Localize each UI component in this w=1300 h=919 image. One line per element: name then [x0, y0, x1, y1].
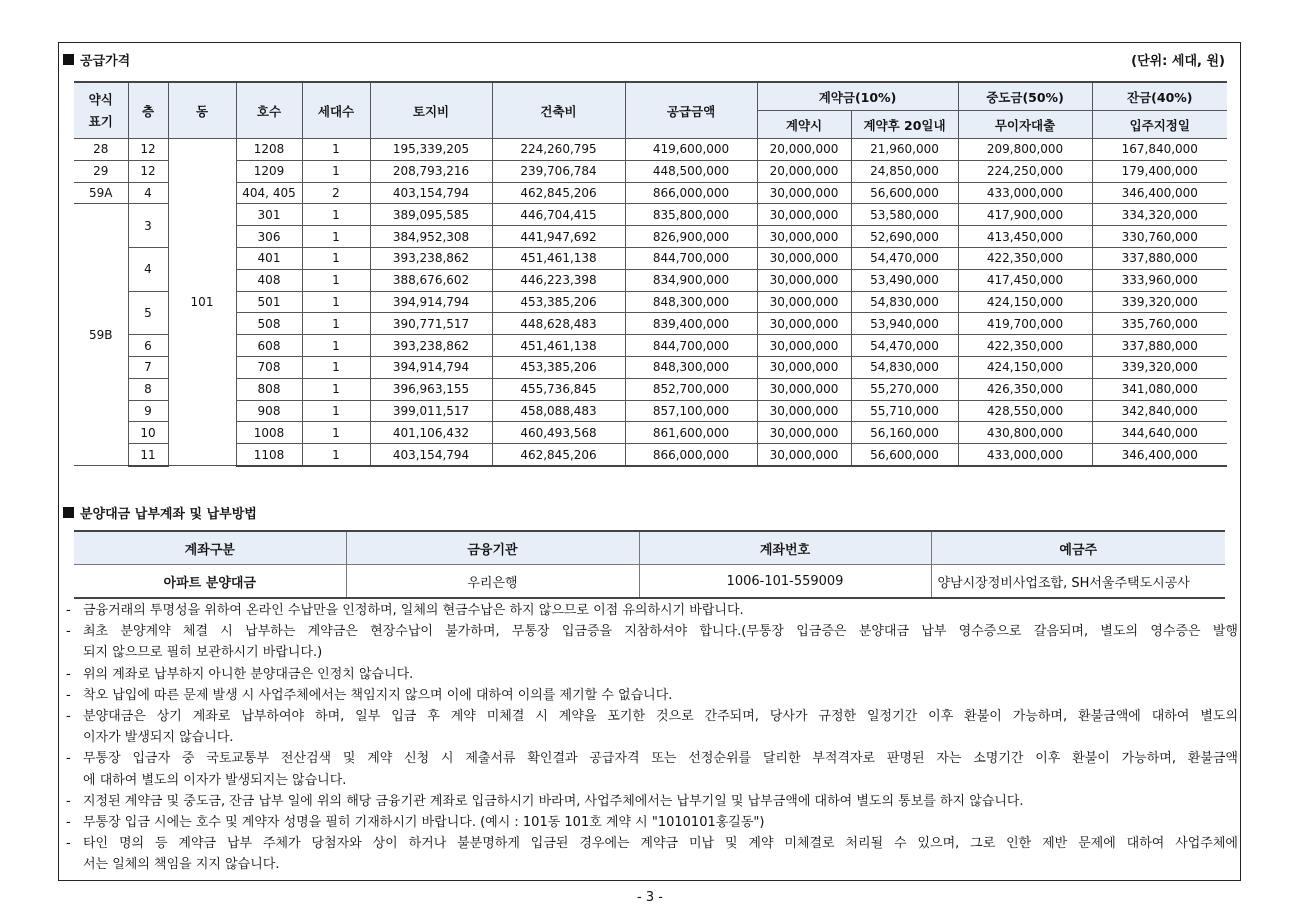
- contract-deposit-cell: 30,000,000: [757, 247, 851, 269]
- households-cell: 1: [302, 204, 370, 226]
- households-cell: 1: [302, 422, 370, 444]
- account-number: 1006-101-559009: [639, 565, 931, 599]
- type-cell: 29: [74, 160, 128, 182]
- square-bullet-icon: [63, 507, 74, 518]
- middle-payment-cell: 424,150,000: [958, 291, 1092, 313]
- header-building: 건축비: [492, 82, 625, 139]
- note-item: [66, 685, 1238, 706]
- middle-payment-cell: 419,700,000: [958, 313, 1092, 335]
- table-row: [74, 139, 1227, 161]
- contract-after-20days-cell: 54,830,000: [851, 291, 958, 313]
- unit-cell: 608: [236, 335, 302, 357]
- land-cost-cell: 403,154,794: [370, 444, 492, 466]
- header-type: 약식 표기: [74, 82, 128, 139]
- floor-cell: 3: [128, 204, 168, 248]
- supply-amount-cell: 848,300,000: [625, 291, 757, 313]
- building-cost-cell: 448,628,483: [492, 313, 625, 335]
- building-cost-cell: 239,706,784: [492, 160, 625, 182]
- header-total: 공급금액: [625, 82, 757, 139]
- middle-payment-cell: 209,800,000: [958, 139, 1092, 161]
- type-cell: 59A: [74, 182, 128, 204]
- middle-payment-cell: 422,350,000: [958, 247, 1092, 269]
- payment-notes-list: [66, 600, 1238, 876]
- header-balance-sub: 입주지정일: [1092, 111, 1227, 139]
- land-cost-cell: 390,771,517: [370, 313, 492, 335]
- note-item: [66, 621, 1238, 663]
- note-line: 분양대금은 상기 계좌로 납부하여야 하며, 일부 입금 후 계약 미체결 시 계약을 포기한 것으로 간주되며, 당사가 규정한 일정기간 이후 환불이 가능하며, 환불금액에 대하여 별도의: [83, 709, 1238, 725]
- households-cell: 1: [302, 356, 370, 378]
- middle-payment-cell: 426,350,000: [958, 378, 1092, 400]
- supply-amount-cell: 866,000,000: [625, 182, 757, 204]
- table-row: [74, 356, 1227, 378]
- building-cost-cell: 224,260,795: [492, 139, 625, 161]
- note-line: 최초 분양계약 체결 시 납부하는 계약금은 현장수납이 불가하며, 무통장 입금증을 지참하셔야 합니다.(무통장 입금증은 분양대금 납부 영수증으로 갈음되며, 별도의 영수증은 발행: [83, 624, 1238, 640]
- land-cost-cell: 195,339,205: [370, 139, 492, 161]
- square-bullet-icon: [63, 54, 74, 65]
- header-account-holder: 예금주: [931, 531, 1225, 565]
- dash-bullet: -: [66, 624, 71, 640]
- supply-amount-cell: 839,400,000: [625, 313, 757, 335]
- note-item: [66, 748, 1238, 790]
- unit-cell: 808: [236, 378, 302, 400]
- note-line: 위의 계좌로 납부하지 아니한 분양대금은 인정치 않습니다.: [83, 666, 414, 682]
- note-item: [66, 664, 1238, 685]
- note-item: [66, 812, 1238, 833]
- building-cost-cell: 458,088,483: [492, 400, 625, 422]
- contract-after-20days-cell: 53,490,000: [851, 269, 958, 291]
- note-line: 되지 않으므로 필히 보관하시기 바랍니다.): [83, 645, 323, 661]
- unit-cell: 1209: [236, 160, 302, 182]
- contract-deposit-cell: 30,000,000: [757, 269, 851, 291]
- land-cost-cell: 401,106,432: [370, 422, 492, 444]
- balance-cell: 167,840,000: [1092, 139, 1227, 161]
- unit-cell: 401: [236, 247, 302, 269]
- middle-payment-cell: 433,000,000: [958, 182, 1092, 204]
- header-contract-group: 계약금(10%): [757, 82, 958, 111]
- unit-cell: 404, 405: [236, 182, 302, 204]
- balance-cell: 344,640,000: [1092, 422, 1227, 444]
- contract-deposit-cell: 20,000,000: [757, 139, 851, 161]
- header-balance-group: 잔금(40%): [1092, 82, 1227, 111]
- section-title-text: 공급가격: [80, 54, 131, 69]
- contract-after-20days-cell: 52,690,000: [851, 226, 958, 248]
- contract-deposit-cell: 30,000,000: [757, 204, 851, 226]
- table-row: [74, 204, 1227, 226]
- account-holder: 양남시장정비사업조합, SH서울주택도시공사: [931, 565, 1225, 599]
- households-cell: 1: [302, 313, 370, 335]
- note-line: 무통장 입금자 중 국토교통부 전산검색 및 계약 신청 시 제출서류 확인결과 공급자격 또는 선정순위를 달리한 부적격자로 판명된 자는 소명기간 이후 환불이 가능하며, 환불금액: [83, 751, 1238, 767]
- households-cell: 1: [302, 226, 370, 248]
- balance-cell: 337,880,000: [1092, 247, 1227, 269]
- header-contract-after: 계약후 20일내: [851, 111, 958, 139]
- supply-amount-cell: 835,800,000: [625, 204, 757, 226]
- contract-after-20days-cell: 55,710,000: [851, 400, 958, 422]
- balance-cell: 341,080,000: [1092, 378, 1227, 400]
- unit-cell: 1008: [236, 422, 302, 444]
- households-cell: 1: [302, 269, 370, 291]
- contract-after-20days-cell: 53,940,000: [851, 313, 958, 335]
- table-row: [74, 378, 1227, 400]
- balance-cell: 346,400,000: [1092, 182, 1227, 204]
- land-cost-cell: 396,963,155: [370, 378, 492, 400]
- building-cost-cell: 462,845,206: [492, 182, 625, 204]
- supply-amount-cell: 844,700,000: [625, 247, 757, 269]
- contract-deposit-cell: 30,000,000: [757, 378, 851, 400]
- building-cost-cell: 451,461,138: [492, 335, 625, 357]
- balance-cell: 339,320,000: [1092, 356, 1227, 378]
- floor-cell: 8: [128, 378, 168, 400]
- note-line: 서는 일체의 책임을 지지 않습니다.: [83, 857, 280, 873]
- header-unit: 호수: [236, 82, 302, 139]
- balance-cell: 334,320,000: [1092, 204, 1227, 226]
- balance-cell: 339,320,000: [1092, 291, 1227, 313]
- supply-amount-cell: 844,700,000: [625, 335, 757, 357]
- page-number: - 3 -: [637, 890, 663, 905]
- supply-price-table: [74, 81, 1227, 467]
- supply-amount-cell: 857,100,000: [625, 400, 757, 422]
- land-cost-cell: 394,914,794: [370, 291, 492, 313]
- households-cell: 1: [302, 378, 370, 400]
- table-row: [74, 247, 1227, 269]
- note-line: 지정된 계약금 및 중도금, 잔금 납부 일에 위의 해당 금융기관 계좌로 입금하시기 바라며, 사업주체에서는 납부기일 및 납부금액에 대하여 별도의 통보를 하지 않습니다.: [83, 793, 1024, 809]
- floor-cell: 6: [128, 335, 168, 357]
- building-cost-cell: 460,493,568: [492, 422, 625, 444]
- contract-after-20days-cell: 54,470,000: [851, 247, 958, 269]
- table-row: [74, 444, 1227, 466]
- header-floor: 층: [128, 82, 168, 139]
- supply-amount-cell: 861,600,000: [625, 422, 757, 444]
- unit-cell: 508: [236, 313, 302, 335]
- unit-cell: 708: [236, 356, 302, 378]
- balance-cell: 330,760,000: [1092, 226, 1227, 248]
- account-category: 아파트 분양대금: [74, 565, 346, 599]
- building-cost-cell: 446,704,415: [492, 204, 625, 226]
- dash-bullet: -: [66, 687, 71, 703]
- unit-cell: 1108: [236, 444, 302, 466]
- land-cost-cell: 403,154,794: [370, 182, 492, 204]
- building-cost-cell: 462,845,206: [492, 444, 625, 466]
- floor-cell: 4: [128, 247, 168, 291]
- dash-bullet: -: [66, 815, 71, 831]
- middle-payment-cell: 424,150,000: [958, 356, 1092, 378]
- floor-cell: 9: [128, 400, 168, 422]
- note-line: 타인 명의 등 계약금 납부 주체가 당첨자와 상이 하거나 불분명하게 입금된 경우에는 계약금 미납 및 계약 미체결로 처리될 수 있으며, 그로 인한 제반 문제에 대하여 사업주체에: [83, 836, 1238, 852]
- middle-payment-cell: 428,550,000: [958, 400, 1092, 422]
- households-cell: 1: [302, 444, 370, 466]
- contract-deposit-cell: 30,000,000: [757, 400, 851, 422]
- contract-deposit-cell: 30,000,000: [757, 291, 851, 313]
- building-cost-cell: 453,385,206: [492, 291, 625, 313]
- unit-cell: 501: [236, 291, 302, 313]
- middle-payment-cell: 433,000,000: [958, 444, 1092, 466]
- unit-cell: 306: [236, 226, 302, 248]
- table-row: [74, 313, 1227, 335]
- header-account-number: 계좌번호: [639, 531, 931, 565]
- middle-payment-cell: 224,250,000: [958, 160, 1092, 182]
- contract-deposit-cell: 30,000,000: [757, 182, 851, 204]
- floor-cell: 7: [128, 356, 168, 378]
- unit-cell: 408: [236, 269, 302, 291]
- bank-name: 우리은행: [346, 565, 639, 599]
- land-cost-cell: 394,914,794: [370, 356, 492, 378]
- contract-after-20days-cell: 54,470,000: [851, 335, 958, 357]
- dash-bullet: -: [66, 751, 71, 767]
- dash-bullet: -: [66, 603, 71, 618]
- contract-after-20days-cell: 56,600,000: [851, 444, 958, 466]
- unit-label: (단위: 세대, 원): [1131, 54, 1225, 69]
- header-households: 세대수: [302, 82, 370, 139]
- table-row: [74, 400, 1227, 422]
- land-cost-cell: 393,238,862: [370, 335, 492, 357]
- dash-bullet: -: [66, 666, 71, 682]
- middle-payment-cell: 413,450,000: [958, 226, 1092, 248]
- floor-cell: 10: [128, 422, 168, 444]
- middle-payment-cell: 417,450,000: [958, 269, 1092, 291]
- floor-cell: 11: [128, 444, 168, 466]
- floor-cell: 12: [128, 160, 168, 182]
- supply-amount-cell: 866,000,000: [625, 444, 757, 466]
- building-cost-cell: 441,947,692: [492, 226, 625, 248]
- contract-deposit-cell: 30,000,000: [757, 313, 851, 335]
- contract-deposit-cell: 30,000,000: [757, 356, 851, 378]
- table-row: [74, 422, 1227, 444]
- dash-bullet: -: [66, 709, 71, 725]
- supply-price-table-body: [74, 139, 1227, 466]
- header-bank: 금융기관: [346, 531, 639, 565]
- building-cost-cell: 455,736,845: [492, 378, 625, 400]
- contract-after-20days-cell: 56,600,000: [851, 182, 958, 204]
- contract-deposit-cell: 20,000,000: [757, 160, 851, 182]
- section-title-supply-price: [63, 50, 130, 69]
- table-row: [74, 160, 1227, 182]
- balance-cell: 335,760,000: [1092, 313, 1227, 335]
- contract-after-20days-cell: 21,960,000: [851, 139, 958, 161]
- header-contract-at: 계약시: [757, 111, 851, 139]
- supply-amount-cell: 448,500,000: [625, 160, 757, 182]
- supply-amount-cell: 852,700,000: [625, 378, 757, 400]
- middle-payment-cell: 417,900,000: [958, 204, 1092, 226]
- middle-payment-cell: 430,800,000: [958, 422, 1092, 444]
- type-cell: 59B: [74, 204, 128, 466]
- note-line: 금융거래의 투명성을 위하여 온라인 수납만을 인정하며, 일체의 현금수납은 하지 않으므로 이점 유의하시기 바랍니다.: [83, 603, 744, 618]
- balance-cell: 333,960,000: [1092, 269, 1227, 291]
- header-middle-sub: 무이자대출: [958, 111, 1092, 139]
- contract-after-20days-cell: 56,160,000: [851, 422, 958, 444]
- middle-payment-cell: 422,350,000: [958, 335, 1092, 357]
- building-cost-cell: 446,223,398: [492, 269, 625, 291]
- land-cost-cell: 208,793,216: [370, 160, 492, 182]
- unit-cell: 908: [236, 400, 302, 422]
- contract-after-20days-cell: 53,580,000: [851, 204, 958, 226]
- note-item: [66, 791, 1238, 812]
- table-row: [74, 565, 1225, 599]
- land-cost-cell: 388,676,602: [370, 269, 492, 291]
- header-middle-group: 중도금(50%): [958, 82, 1092, 111]
- contract-deposit-cell: 30,000,000: [757, 226, 851, 248]
- note-item: [66, 833, 1238, 875]
- table-row: [74, 182, 1227, 204]
- header-dong: 동: [168, 82, 236, 139]
- land-cost-cell: 393,238,862: [370, 247, 492, 269]
- table-row: [74, 335, 1227, 357]
- floor-cell: 12: [128, 139, 168, 161]
- building-cost-cell: 451,461,138: [492, 247, 625, 269]
- dash-bullet: -: [66, 836, 71, 852]
- contract-deposit-cell: 30,000,000: [757, 335, 851, 357]
- balance-cell: 342,840,000: [1092, 400, 1227, 422]
- contract-deposit-cell: 30,000,000: [757, 444, 851, 466]
- contract-deposit-cell: 30,000,000: [757, 422, 851, 444]
- supply-amount-cell: 826,900,000: [625, 226, 757, 248]
- supply-amount-cell: 834,900,000: [625, 269, 757, 291]
- section-title-text: 분양대금 납부계좌 및 납부방법: [80, 507, 257, 522]
- type-cell: 28: [74, 139, 128, 161]
- unit-cell: 301: [236, 204, 302, 226]
- table-row: [74, 291, 1227, 313]
- floor-cell: 5: [128, 291, 168, 335]
- households-cell: 1: [302, 160, 370, 182]
- households-cell: 2: [302, 182, 370, 204]
- balance-cell: 346,400,000: [1092, 444, 1227, 466]
- floor-cell: 4: [128, 182, 168, 204]
- contract-after-20days-cell: 54,830,000: [851, 356, 958, 378]
- dash-bullet: -: [66, 793, 71, 809]
- table-row: [74, 269, 1227, 291]
- header-account-category: 계좌구분: [74, 531, 346, 565]
- land-cost-cell: 384,952,308: [370, 226, 492, 248]
- land-cost-cell: 389,095,585: [370, 204, 492, 226]
- households-cell: 1: [302, 335, 370, 357]
- note-line: 이자가 발생되지 않습니다.: [83, 730, 234, 746]
- header-land: 토지비: [370, 82, 492, 139]
- section-title-payment-account: [63, 503, 257, 522]
- table-row: [74, 226, 1227, 248]
- supply-amount-cell: 848,300,000: [625, 356, 757, 378]
- unit-cell: 1208: [236, 139, 302, 161]
- balance-cell: 179,400,000: [1092, 160, 1227, 182]
- contract-after-20days-cell: 55,270,000: [851, 378, 958, 400]
- households-cell: 1: [302, 247, 370, 269]
- note-item: [66, 600, 1238, 621]
- balance-cell: 337,880,000: [1092, 335, 1227, 357]
- note-item: [66, 706, 1238, 748]
- note-line: 에 대하여 별도의 이자가 발생되지는 않습니다.: [83, 772, 347, 788]
- households-cell: 1: [302, 139, 370, 161]
- supply-amount-cell: 419,600,000: [625, 139, 757, 161]
- note-line: 착오 납입에 따른 문제 발생 시 사업주체에서는 책임지지 않으며 이에 대하여 이의를 제기할 수 없습니다.: [83, 687, 673, 703]
- note-line: 무통장 입금 시에는 호수 및 계약자 성명을 필히 기재하시기 바랍니다. (예시 : 101동 101호 계약 시 "1010101홍길동"): [83, 815, 765, 831]
- dong-cell: 101: [168, 139, 236, 466]
- households-cell: 1: [302, 400, 370, 422]
- households-cell: 1: [302, 291, 370, 313]
- land-cost-cell: 399,011,517: [370, 400, 492, 422]
- building-cost-cell: 453,385,206: [492, 356, 625, 378]
- contract-after-20days-cell: 24,850,000: [851, 160, 958, 182]
- payment-account-table: [74, 530, 1225, 599]
